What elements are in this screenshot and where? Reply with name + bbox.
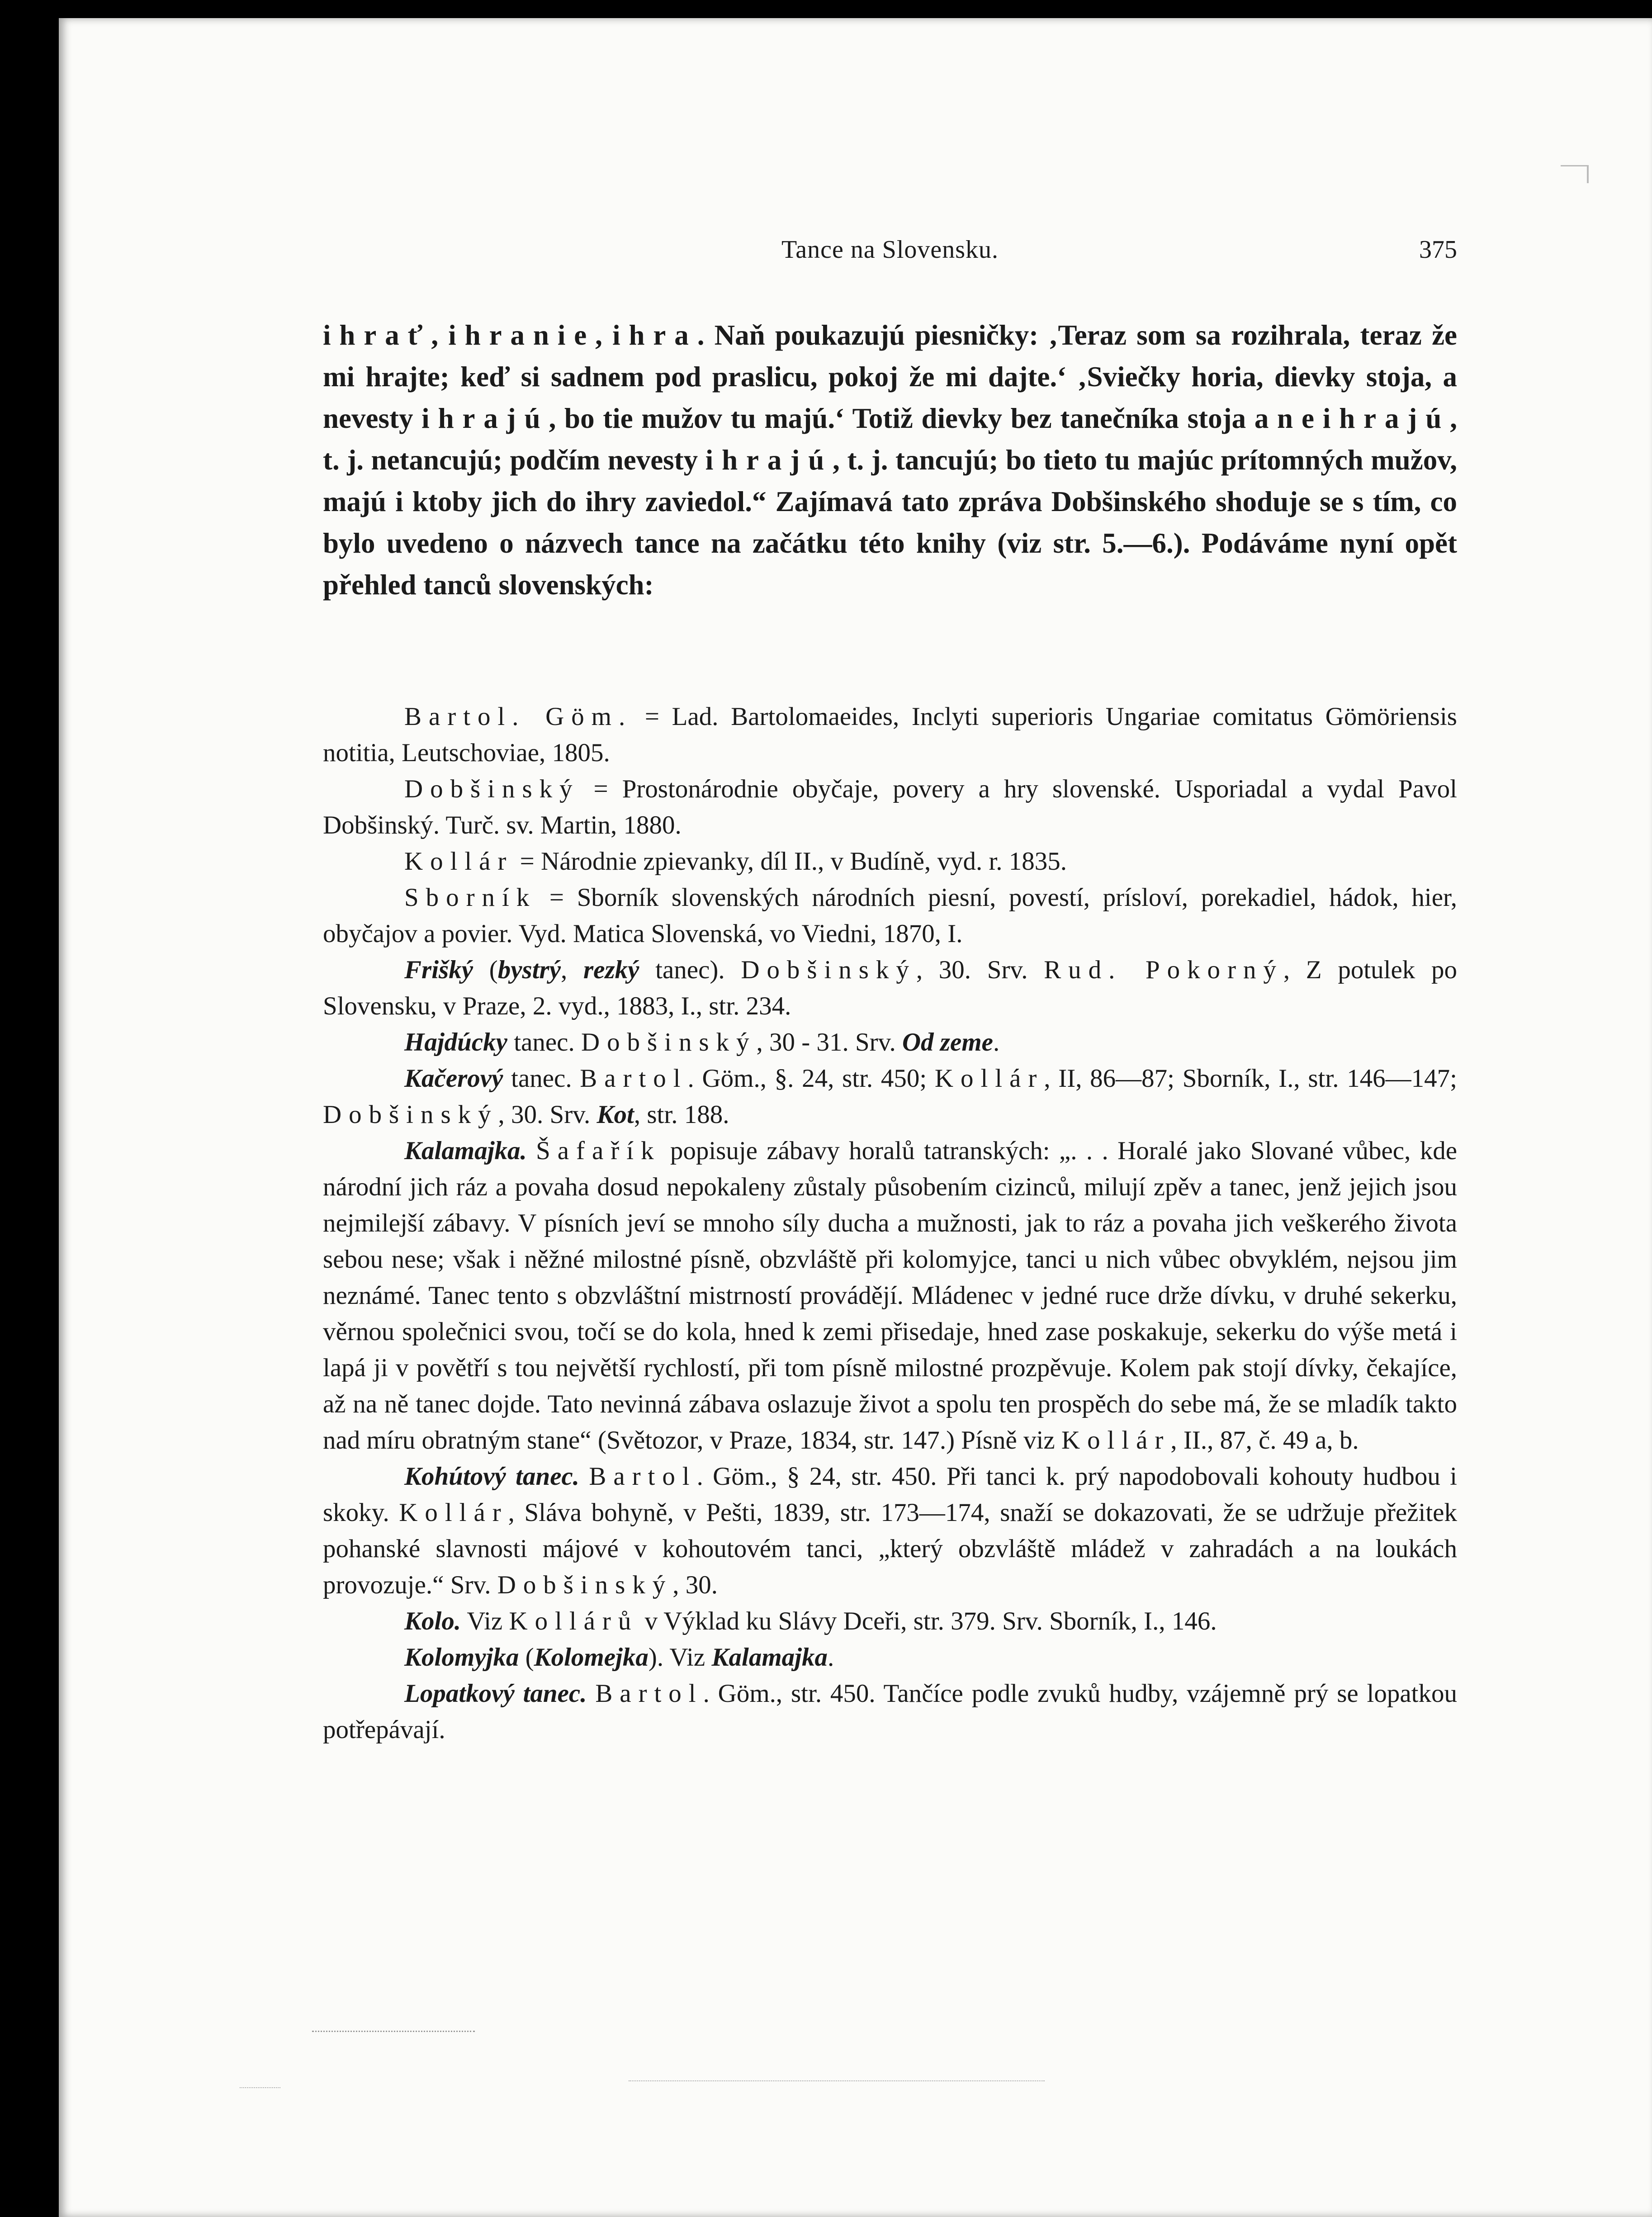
reference-item (323, 771, 1457, 843)
italic-term: Kolomejka (534, 1643, 648, 1672)
dance-entry (323, 1459, 1457, 1603)
text-run: . Göm., §. 24, str. 450; (687, 1064, 935, 1093)
text-run: , Z potulek po Slovensku, v Praze, 2. vyd., 1883, I., str. 234. (323, 956, 1458, 1020)
reference-item (323, 843, 1457, 880)
text-run: , bo tie mužov tu majú.‘ Totiž dievky bez tanečníka stoja a (549, 403, 1278, 434)
bleed-through-mark (312, 2031, 475, 2032)
spaced-name: ihranie (448, 319, 596, 351)
text-run: , 30. Srv. (498, 1100, 597, 1129)
text-run (579, 1462, 589, 1491)
italic-term: Hajdúcky (404, 1028, 507, 1056)
spaced-name: Dobšinský (404, 775, 580, 803)
bleed-through-mark (240, 2087, 280, 2088)
spaced-name: ihrajú (421, 403, 549, 434)
italic-term: bystrý (497, 956, 561, 984)
running-title: Tance na Slovensku. (781, 236, 999, 264)
spaced-name: Kollárů (509, 1607, 639, 1635)
dance-entry (323, 1133, 1457, 1459)
italic-term: Kolomyjka (404, 1643, 519, 1672)
text-run: , (595, 319, 613, 351)
bleed-through-mark (629, 2080, 1045, 2081)
italic-term: Lopatkový tanec. (404, 1679, 587, 1708)
spaced-name: Bartol (580, 1064, 688, 1093)
italic-term: rezký (583, 956, 639, 984)
text-run: ). Viz (648, 1643, 712, 1672)
text-run: , (561, 956, 583, 984)
spaced-name: Kollár (399, 1498, 508, 1527)
text-run: . (828, 1643, 834, 1672)
italic-term: Kačerový (404, 1064, 503, 1093)
text-run: . Naň poukazujú piesničky: ‚Teraz som sa rozihrala, teraz že mi hrajte; keď si sadnem pod praslicu, pokoj že mi dajte.‘ ‚Sviečky horia, dievky stoja, a nevesty (323, 319, 1457, 434)
text-run: Viz (461, 1607, 509, 1635)
spaced-name: ihra (612, 319, 697, 351)
scan-mark (1587, 165, 1589, 183)
text-run: , (431, 319, 449, 351)
spaced-name: neihrajú (1277, 403, 1450, 434)
scan-mark (1561, 165, 1588, 166)
text-run: ( (473, 956, 498, 984)
text-run: . Göm., str. 450. Tančíce podle zvuků hudby, vzájemně prý se lopatkou potřepávají. (323, 1679, 1457, 1744)
text-run: = Národnie zpievanky, díl II., v Budíně, vyd. r. 1835. (513, 847, 1067, 876)
text-run: tanec). (639, 956, 741, 984)
text-run: v Výklad ku Slávy Dceři, str. 379. Srv. Sborník, I., 146. (638, 1607, 1217, 1635)
dance-list (323, 699, 1457, 1748)
spaced-name: Dobšinský (581, 1028, 757, 1056)
italic-term: Frišký (404, 956, 473, 984)
dance-entry (323, 1603, 1457, 1639)
text-run: , str. 188. (634, 1100, 729, 1129)
spaced-name: Bartol (595, 1679, 703, 1708)
spaced-name: ihrať (323, 319, 431, 351)
spaced-name: Dobšinský (323, 1100, 498, 1129)
spaced-name: Kollár (404, 847, 514, 876)
text-run: , II., 87, č. 49 a, b. (1170, 1426, 1359, 1454)
spaced-name: Kollár (934, 1064, 1044, 1093)
text-run (587, 1679, 595, 1708)
book-page (59, 18, 1652, 2217)
italic-term: Kalamajka (711, 1643, 828, 1672)
spaced-name: Rud. Pokorný (1044, 956, 1283, 984)
text-run: , II, 86—87; Sborník, I., str. 146—147; (1044, 1064, 1457, 1093)
text-run: , Sláva bohyně, v Pešti, 1839, str. 173—174, snaží se dokazovati, že se udržuje přežitek pohanské slavnosti májové v kohoutovém tanci, „který obzvláště mládež v zahradách a na loukách provozuje.“ Srv. (323, 1498, 1457, 1599)
spaced-name: Dobšinský (741, 956, 916, 984)
text-run: , 30. Srv. (916, 956, 1044, 984)
italic-term: Od zeme (902, 1028, 993, 1056)
text-run: , t. j. netancujú; podčím nevesty (323, 403, 1458, 476)
dance-entry (323, 952, 1457, 1024)
page-number: 375 (1419, 236, 1457, 264)
text-run (527, 1137, 536, 1165)
text-run: = Prostonárodnie obyčaje, povery a hry slovenské. Usporiadal a vydal Pavol Dobšinský. Turč. sv. Martin, 1880. (323, 775, 1457, 839)
spaced-name: Sborník (404, 883, 537, 912)
text-run: tanec. (507, 1028, 581, 1056)
body-paragraph (323, 314, 1457, 606)
spaced-name: Bartol (589, 1462, 697, 1491)
italic-term: Kohútový tanec. (404, 1462, 580, 1491)
text-run: . (993, 1028, 1000, 1056)
italic-term: Kolo. (404, 1607, 461, 1635)
spaced-name: Bartol. Göm. (404, 702, 633, 731)
dance-entry (323, 1639, 1457, 1676)
text-run: ( (519, 1643, 534, 1672)
spaced-name: Dobšinský (497, 1571, 673, 1599)
spaced-name: Šafařík (536, 1137, 661, 1165)
running-head (323, 232, 1457, 268)
spaced-name: Kollár (1061, 1426, 1171, 1454)
text-run: = Lad. Bartolomaeides, Inclyti superioris Ungariae comitatus Gömöriensis notitia, Leutschoviae, 1805. (323, 702, 1457, 767)
text-run: , t. j. tancujú; bo tieto tu majúc prítomných mužov, majú i ktoby jich do ihry zaviedol.“ Zajímavá tato zpráva Dobšinského shoduje se s tím, co bylo uvedeno o názvech tance na začátku této knihy (viz str. 5.—6.). Podáváme nyní opět přehled tanců slovenských: (323, 444, 1458, 601)
dance-entry (323, 1676, 1457, 1748)
text-run: , 30. (672, 1571, 718, 1599)
text-run: = Sborník slovenských národních piesní, povestí, prísloví, porekadiel, hádok, hier, obyčajov a povier. Vyd. Matica Slovenská, vo Viedni, 1870, I. (323, 883, 1457, 948)
text-run: . Göm., § 24, str. 450. Při tanci k. prý napodobovali kohouty hudbou i skoky. (323, 1462, 1457, 1527)
reference-item (323, 699, 1457, 771)
dance-entry (323, 1061, 1457, 1133)
reference-list (323, 699, 1457, 952)
text-run: , 30 - 31. Srv. (756, 1028, 902, 1056)
entry-list (323, 952, 1457, 1748)
italic-term: Kot (596, 1100, 634, 1129)
reference-item (323, 880, 1457, 952)
italic-term: Kalamajka. (404, 1137, 527, 1165)
dance-entry (323, 1024, 1457, 1061)
spaced-name: ihrajú (705, 444, 833, 476)
text-run: tanec. (503, 1064, 580, 1093)
text-run: popisuje zábavy horalů tatranských: „. . . Horalé jako Slované vůbec, kde národní jich ráz a povaha dosud nepokaleny zůstaly působením cizinců, milují zpěv a tanec, jenž jejich jsou nejmilejší zábavy. V písních jeví se mnoho síly ducha a mužnosti, jak to ráz a povaha jich veškerého života sebou nese; však i něžné milostné písně, obzvláště při kolomyjce, tanci u nich vůbec obvyklém, nejsou jim neznámé. Tanec tento s obzvláštní mistrností provádějí. Mládenec v jedné ruce drže dívku, v druhé sekerku, věrnou společnici svou, točí se do kola, hned k zemi přisedaje, hned zase poskakuje, sekerku do výše metá i lapá ji v povětří s tou největší rychlostí, při tom písně milostné prozpěvuje. Kolem pak stojí dívky, čekajíce, až na ně tanec dojde. Tato nevinná zábava oslazuje život a spolu ten prospěch do sebe má, že se mladík takto nad míru obratným stane“ (Světozor, v Praze, 1834, str. 147.) Písně viz (323, 1137, 1457, 1454)
